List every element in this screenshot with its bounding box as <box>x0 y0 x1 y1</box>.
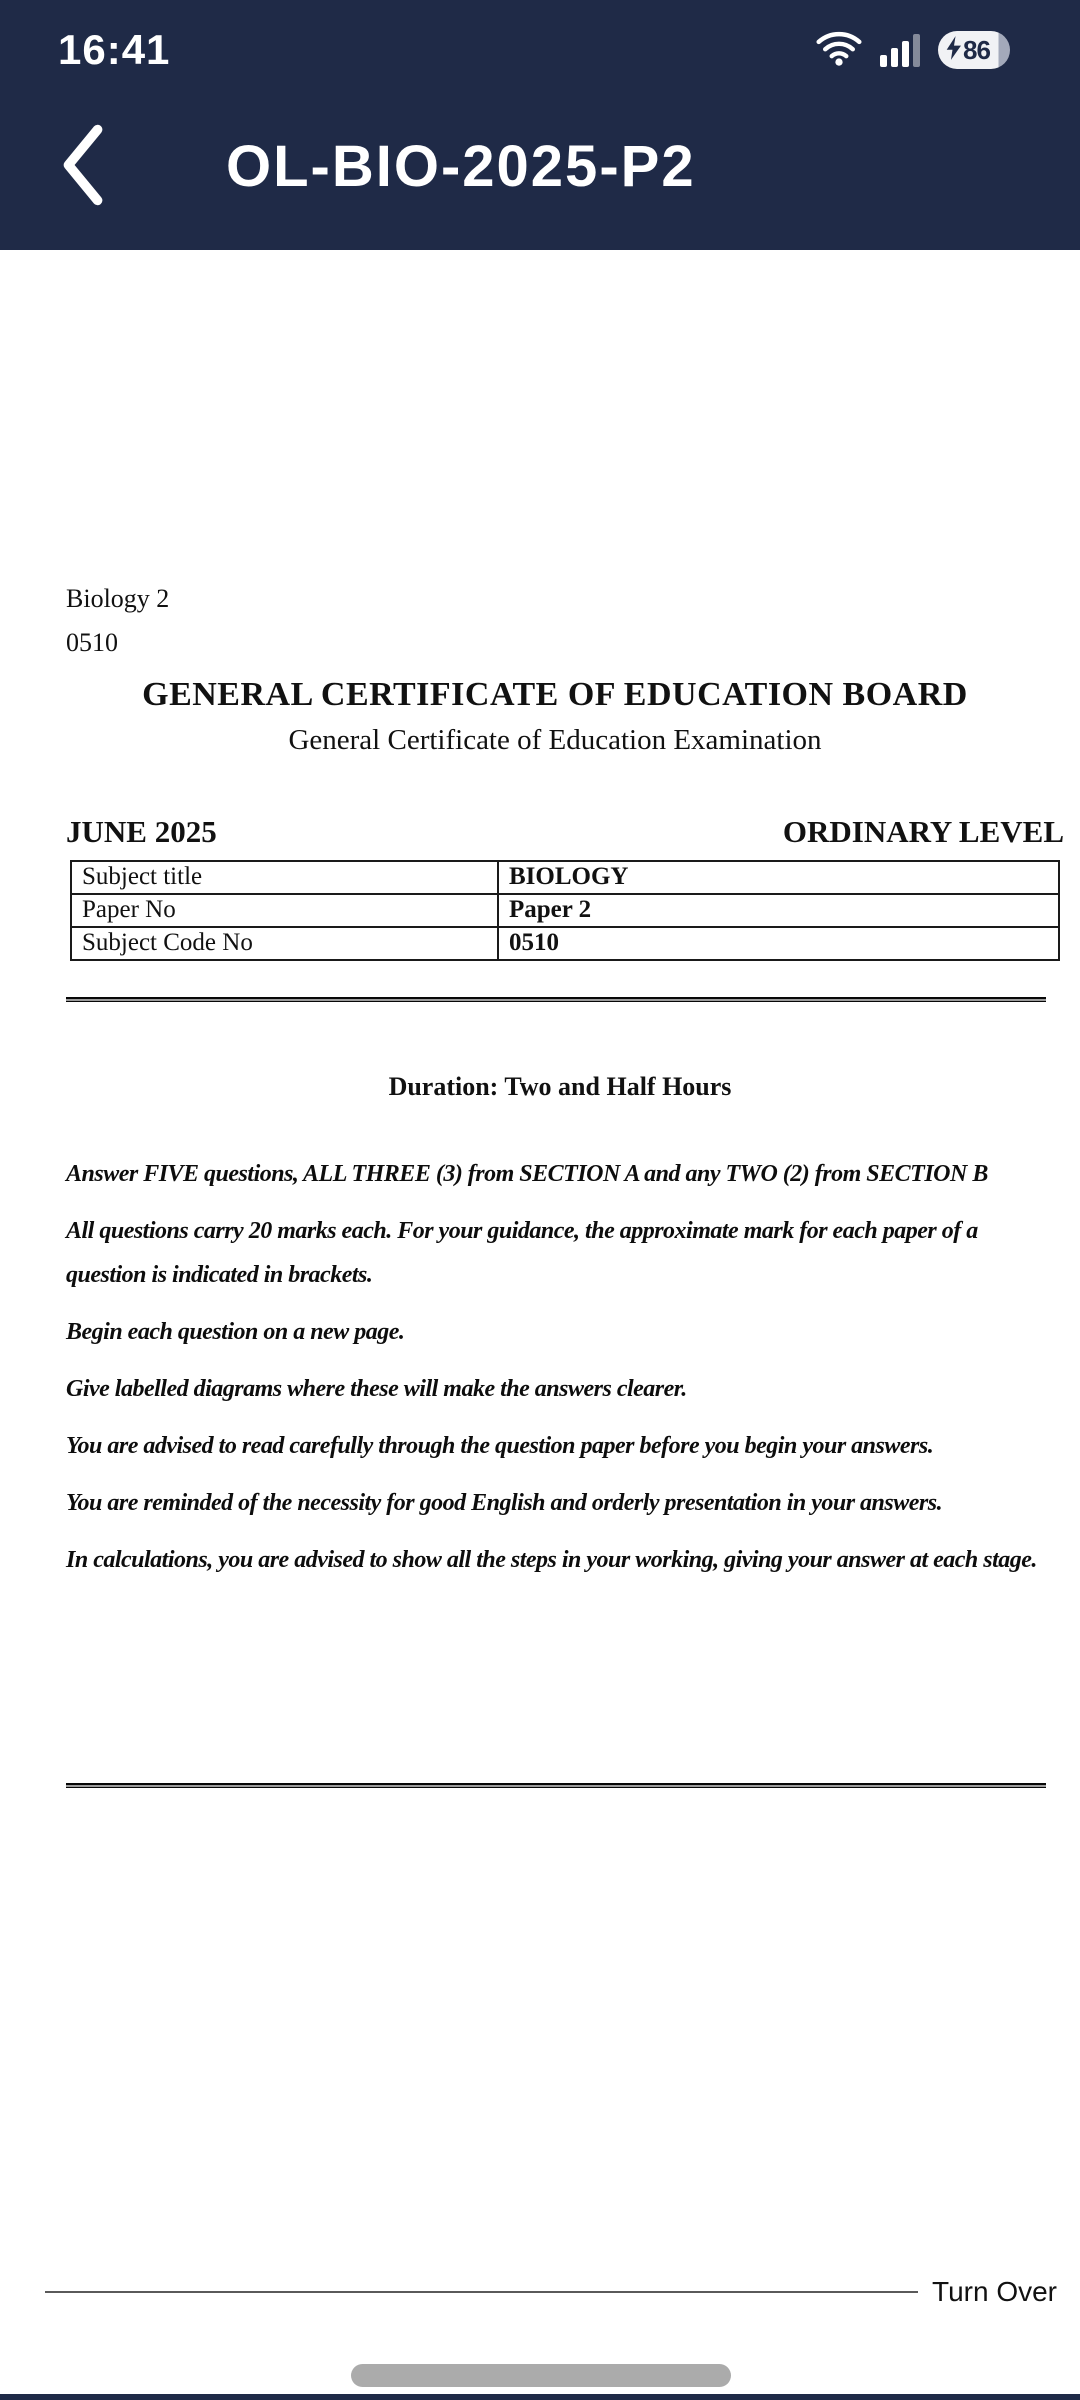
turn-over-row <box>45 2276 1057 2308</box>
cell-value: 0510 <box>498 927 1059 960</box>
chevron-left-icon <box>58 122 108 211</box>
cell-label: Paper No <box>71 894 498 927</box>
instructions-block <box>66 1152 1044 1595</box>
instruction-paragraph: In calculations, you are advised to show all the steps in your working, giving your answer at each stage. <box>66 1547 1037 1573</box>
status-icons <box>816 29 1010 71</box>
instruction-paragraph: Begin each question on a new page. <box>66 1319 405 1345</box>
turn-over-rule <box>45 2291 918 2293</box>
bottom-bar <box>0 2394 1080 2400</box>
back-button[interactable] <box>58 121 118 211</box>
scroll-indicator[interactable] <box>351 2364 731 2387</box>
instruction-paragraph: You are reminded of the necessity for good English and orderly presentation in your answers. <box>66 1490 943 1516</box>
doc-board-subtitle: General Certificate of Education Examination <box>288 724 822 756</box>
instruction-paragraph: All questions carry 20 marks each. For your guidance, the approximate mark for each paper of a question is indicated in brackets. <box>66 1218 978 1288</box>
document-page[interactable] <box>0 250 1080 2394</box>
doc-level: ORDINARY LEVEL <box>782 814 1064 849</box>
divider-rule <box>66 1783 1046 1788</box>
page-title: OL-BIO-2025-P2 <box>226 133 696 199</box>
turn-over-label: Turn Over <box>932 2276 1057 2307</box>
cell-label: Subject Code No <box>71 927 498 960</box>
table-row <box>71 927 1059 960</box>
info-table <box>70 860 1060 961</box>
doc-duration: Duration: Two and Half Hours <box>388 1072 732 1101</box>
doc-subject-line: Biology 2 <box>66 584 170 613</box>
app-header <box>0 100 1080 250</box>
instruction-paragraph: Answer FIVE questions, ALL THREE (3) from SECTION A and any TWO (2) from SECTION B <box>66 1161 988 1187</box>
doc-session: JUNE 2025 <box>66 814 217 849</box>
doc-code-line: 0510 <box>66 628 118 657</box>
status-time: 16:41 <box>58 26 171 73</box>
battery-percent: 86 <box>963 34 990 65</box>
wifi-icon <box>816 29 862 71</box>
session-row <box>66 814 1064 850</box>
status-bar <box>0 0 1080 100</box>
cell-label: Subject title <box>71 861 498 894</box>
cell-value: BIOLOGY <box>498 861 1059 894</box>
instruction-paragraph: You are advised to read carefully through the question paper before you begin your answers. <box>66 1433 934 1459</box>
cell-value: Paper 2 <box>498 894 1059 927</box>
table-row <box>71 861 1059 894</box>
divider-rule <box>66 997 1046 1002</box>
battery-indicator <box>938 31 1010 69</box>
instruction-paragraph: Give labelled diagrams where these will make the answers clearer. <box>66 1376 687 1402</box>
doc-board-title: GENERAL CERTIFICATE OF EDUCATION BOARD <box>142 676 968 713</box>
signal-icon <box>880 33 920 67</box>
table-row <box>71 894 1059 927</box>
battery-bolt-icon <box>945 35 962 66</box>
